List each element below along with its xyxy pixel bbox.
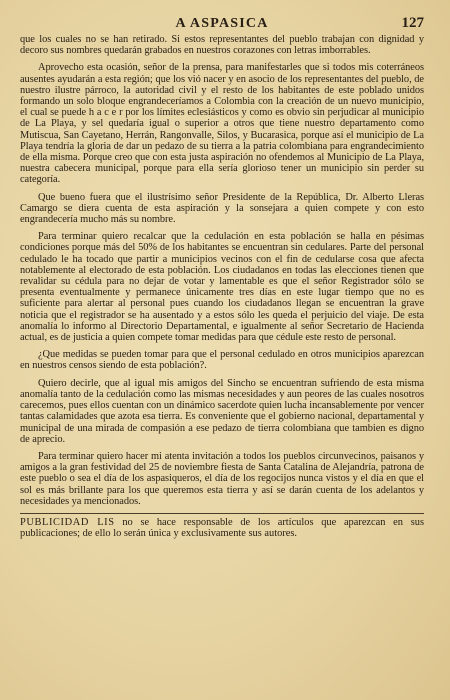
running-title: A ASPASICA: [175, 16, 269, 31]
page-header: [20, 0, 424, 34]
paragraph: ¿Que medidas se pueden tomar para que el personal cedulado en otros municipios aparezcan en nuestros censos siendo de esta población?.: [20, 349, 424, 372]
article-body: [20, 34, 424, 507]
disclaimer-text: no se hace responsable de los artículos que aparezcan en sus publicaciones; de ello lo serán única y exclusivamente sus autores.: [20, 516, 424, 540]
paragraph: Aprovecho esta ocasión, señor de la prensa, para manifestarles que si todos mis coterráneos ausentes ayudarán a esta región; que los vió nacer y en asocio de los representantes del pueblo, de nuestro ilustre párroco, la autoridad civil y el resto de los habitantes de este poblado unidos formando un solo bloque engrandeceríamos a Colombia con la creación de un nuevo municipio, el cual se puede h a c e r por los límites eclesiásticos y como es obvio sin perjudicar al municipio de La Playa, y sel quedaría igual o superior a otros que tiene nuestro departamento como Mutiscua, San Cayetano, Herrán, Rangonvalle, Silos, y Bucarasica, porque así el municipio de La Playa tendría la gloria de dar un pedazo de su tierra a la patria colombiana para engrandecimiento de ella misma. Porque creo que con esta justa aspiración no ofendemos al Municipio de La Playa, nuestra cabecera municipal, porque para ella sería glorioso tener un municipio sin perder su categoría.: [20, 62, 424, 186]
paragraph: Quiero decirle, que al igual mis amigos del Sincho se encuentran sufriendo de esta misma anomalía tanto de la cedulación como las mismas necesidades y aun peores de las cuales nosotros carecemos, pues ellos cuentan con un dinámico sacerdote quien lucha incansablemente por vencer tantas calamidades que azota esa tierra. Es conveniente que el gobierno nacional, departamental y municipal de una mirada de compasión a ese pedazo de tierra colombiana que tambien es digno de aprecio.: [20, 377, 424, 445]
page-number: 127: [401, 15, 424, 31]
footer-divider: [20, 513, 424, 514]
paragraph: Para terminar quiero recalcar que la cedulación en esta población se halla en pésimas condiciones porque más del 50% de los habitantes se encuentran sin cedulares. Parte del personal cedulado le ha tocado que partir a municipios vecinos con el fin de cedularse cosa que afecta notablemente al electorado de esta población. Los ciudadanos en todas las elecciones tienen que revalidar su cédula para no dejar de votar y lamentable es que el señor Registrador sólo se presenta eventualmente y permanece únicamente tres días en este lugar tiempo que no es suficiente para alertar al personal pues cuando los ciudadanos llegan se encuentran la grave noticia que el registrador se ha ausentado y a estos sólo les queda el perjuicio del viaje. De esta anomalía lo informo al Directorio Departamental, e igualmente al señor Secretario de Hacienda actual, es de justicia a quien compete tomar medidas para que cédule este resto de personal.: [20, 231, 424, 344]
disclaimer-label: PUBLICIDAD LIS: [20, 516, 115, 528]
paragraph: que los cuales no se han retirado. Si estos representantes del pueblo trabajan con dignidad y decoro sus nombres quedarán grabados en nuestros corazones con letras imborrables.: [20, 34, 424, 57]
publisher-disclaimer: [20, 517, 424, 539]
paragraph: Que bueno fuera que el ilustrísimo señor Presidente de la República, Dr. Alberto Lleras Camargo se diera cuenta de esta aspiración y la sonsejara a quien compete y con esto engrandecería mucho más su nombre.: [20, 191, 424, 226]
paragraph: Para terminar quiero hacer mi atenta invitación a todos los pueblos circunvecinos, paisanos y amigos a la gran festividad del 25 de noviembre fiesta de Santa Catalina de Alejandría, patrona de este pueblo o sea el día de los aspasiqueros, el día de los regocijos nunca vistos y el día en que el sol es más brillante para los que queremos esta tierra y así se darán cuenta de los adelantos y necesidades ya mencionados.: [20, 450, 424, 507]
